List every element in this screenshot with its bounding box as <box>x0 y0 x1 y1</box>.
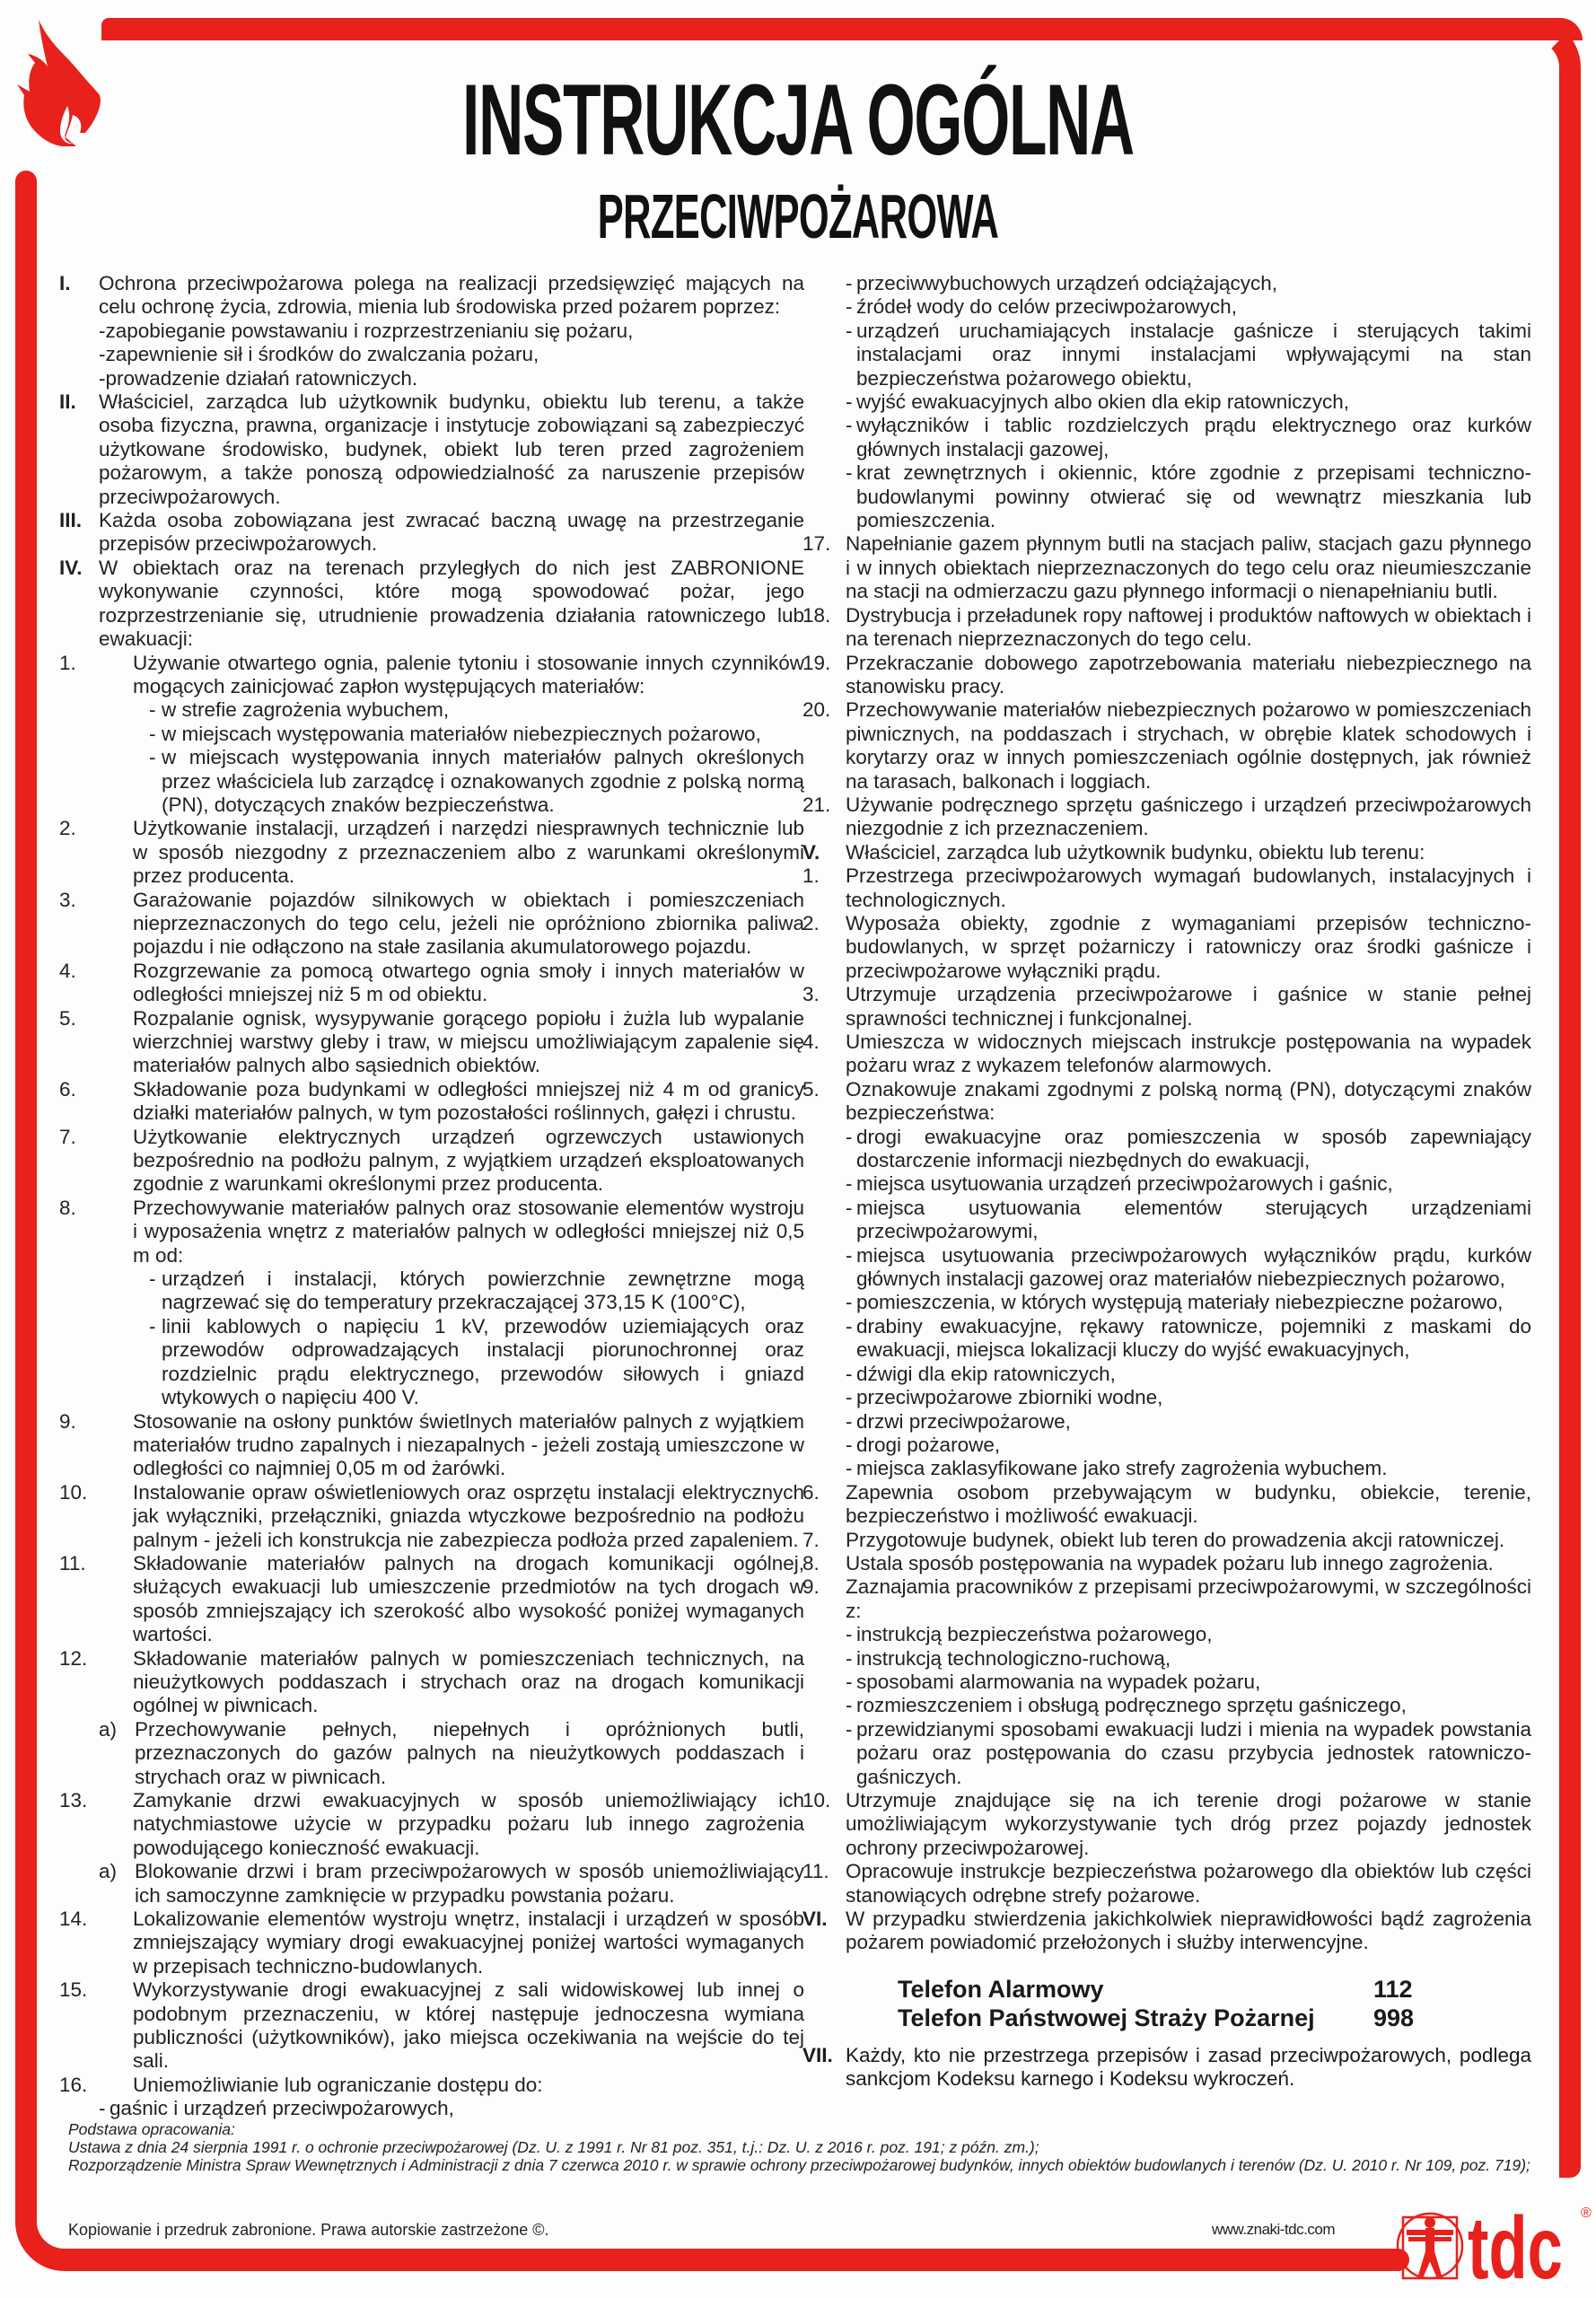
list-item <box>59 817 804 888</box>
item-text: instrukcją technologiczno-ruchową, <box>856 1646 1171 1670</box>
item-text: urządzeń i instalacji, których powierzchnie zewnętrzne mogą nagrzewać się do temperatury przekraczającej 373,15 K (100°C), <box>162 1267 804 1314</box>
item-number: 16. <box>59 2073 88 2096</box>
item-text: Użytkowanie elektrycznych urządzeń ogrzewczych ustawionych bezpośrednio na podłożu palnym, z wyjątkiem urządzeń eksploatowanych zgodnie z warunkami określonymi przez producenta. <box>133 1125 804 1196</box>
item-number: - <box>846 1433 853 1456</box>
item-number: 15. <box>59 1978 88 2002</box>
list-item <box>802 698 1531 794</box>
page-title: INSTRUKCJA OGÓLNA <box>462 64 1134 176</box>
item-number: - <box>846 1409 853 1433</box>
item-text: krat zewnętrznych i okiennic, które zgodnie z przepisami techniczno-budowlanymi powinny otwierać się od wewnątrz mieszkania lub pomieszczenia. <box>856 461 1531 532</box>
list-item <box>59 1789 804 1860</box>
item-text: Garażowanie pojazdów silnikowych w obiektach i pomieszczeniach nieprzeznaczonych do tego celu, jeżeli nie opróżniono zbiornika paliwa pojazdu i nie odłączono na stałe zasilania akumulatorowego pojazdu. <box>133 888 804 959</box>
item-text: Wyposaża obiekty, zgodnie z wymaganiami przepisów techniczno-budowlanych, w sprzęt pożarniczy i ratowniczy oraz środki gaśnicze i przeciwpożarowe wyłączniki prądu. <box>846 911 1531 982</box>
item-number: 1. <box>802 864 820 888</box>
list-item <box>59 1481 804 1552</box>
list-item <box>802 651 1531 699</box>
dash-item <box>806 390 1531 414</box>
item-number: - <box>149 722 156 745</box>
item-text: Stosowanie na osłony punktów świetlnych materiałów palnych z wyjątkiem materiałów trudno zapalnych i niezapalnych - jeżeli zostają umieszczone w odległości co najmniej 0,05 m od żarówki. <box>133 1409 804 1480</box>
item-text: Rozpalanie ognisk, wysypywanie gorącego popiołu i żużla lub wypalanie wierzchniej warstwy gleby i traw, w miejscu umożliwiającym zapalenie się materiałów palnych albo sąsiednich obiektów. <box>133 1006 804 1077</box>
item-text: Właściciel, zarządca lub użytkownik budynku, obiektu lub terenu: <box>846 840 1425 864</box>
emergency-phones <box>898 1975 1436 2032</box>
item-number: - <box>846 1291 853 1314</box>
list-item <box>59 960 804 1007</box>
item-number: - <box>846 1243 853 1267</box>
section <box>802 1908 1531 1955</box>
item-text: Ochrona przeciwpożarowa polega na realizacji przedsięwzięć mających na celu ochronę życia, zdrowia, mienia lub środowiska przed pożarem poprzez: <box>99 272 804 319</box>
item-number: 6. <box>802 1480 820 1504</box>
item-number: 6. <box>59 1077 76 1101</box>
dash-item <box>59 1315 804 1410</box>
item-number: - <box>846 1717 853 1741</box>
svg-text:tdc: tdc <box>1468 2201 1563 2287</box>
dash-item <box>806 1126 1531 1173</box>
item-number: - <box>846 1362 853 1385</box>
dash-item <box>59 1267 804 1315</box>
dash-item <box>806 1197 1531 1244</box>
dash-item <box>806 414 1531 461</box>
item-number: - <box>846 1457 853 1480</box>
item-text: Składowanie materiałów palnych w pomieszczeniach technicznych, na nieużytkowych poddaszach i strychach oraz na drogach komunikacji ogólnej w piwnicach. <box>133 1646 804 1717</box>
item-text: przeciwpożarowe zbiorniki wodne, <box>856 1386 1163 1409</box>
item-text: miejsca usytuowania elementów sterujących urządzeniami przeciwpożarowymi, <box>856 1196 1531 1243</box>
item-number: - <box>846 1694 853 1717</box>
item-number: - <box>846 1196 853 1219</box>
frame-top-bar <box>101 18 1583 40</box>
item-number: 5. <box>59 1006 76 1030</box>
item-text: Umieszcza w widocznych miejscach instrukcje postępowania na wypadek pożaru wraz z wykazem telefonów alarmowych. <box>846 1031 1531 1077</box>
item-text: urządzeń uruchamiających instalacje gaśnicze i sterujących takimi instalacjami oraz innymi instalacjami wpływającymi na stan bezpieczeństwa pożarowego obiektu, <box>856 319 1531 390</box>
list-item <box>802 1480 1531 1529</box>
item-number: a) <box>99 1860 118 1883</box>
phone-label: Telefon Alarmowy <box>898 1976 1104 2003</box>
dash-item <box>806 320 1531 390</box>
item-text: miejsca usytuowania przeciwpożarowych wyłączników prądu, kurków głównych instalacji gazowej oraz materiałów niebezpiecznych pożarowo, <box>856 1243 1531 1291</box>
flame-icon <box>13 16 103 146</box>
item-text: Przechowywanie materiałów niebezpiecznych pożarowo w pomieszczeniach piwnicznych, na poddaszach i strychach, w obrębie klatek schodowych i korytarzy oraz w innych pomieszczeniach ogólnie dostępnych, jak również na tarasach, balkonach i loggiach. <box>846 698 1531 793</box>
list-item <box>59 1552 804 1647</box>
item-number: - <box>149 698 156 722</box>
left-column <box>59 272 804 2121</box>
item-text: Opracowuje instrukcje bezpieczeństwa pożarowego dla obiektów lub części stanowiących odrębne strefy pożarowe. <box>846 1860 1531 1907</box>
item-number: 12. <box>59 1646 88 1670</box>
item-text: Użytkowanie instalacji, urządzeń i narzędzi niesprawnych technicznie lub w sposób niezgodny z przeznaczeniem albo z warunkami określonymi przez producenta. <box>133 817 804 888</box>
item-text: źródeł wody do celów przeciwpożarowych, <box>856 295 1237 319</box>
item-number: 17. <box>802 532 831 556</box>
bullet-line <box>59 320 804 343</box>
list-item <box>59 1908 804 1978</box>
section <box>59 557 804 652</box>
item-number: - <box>846 390 853 414</box>
item-text: Składowanie materiałów palnych na drogach komunikacji ogólnej, służących ewakuacji lub umieszczenie przedmiotów na tych drogach w sposób zmniejszający ich szerokość albo wysokość poniżej wymaganych wartości. <box>133 1551 804 1646</box>
item-number: 10. <box>802 1789 831 1811</box>
item-text: w miejscach występowania materiałów niebezpiecznych pożarowo, <box>162 722 761 745</box>
copyright-notice: Kopiowanie i przedruk zabronione. Prawa autorskie zastrzeżone ©. <box>68 2221 549 2239</box>
item-number: 10. <box>59 1480 88 1504</box>
item-text: Oznakowuje znakami zgodnymi z polską normą (PN), dotyczącymi znaków bezpieczeństwa: <box>846 1077 1531 1125</box>
item-number: - <box>99 2097 106 2120</box>
item-text: W przypadku stwierdzenia jakichkolwiek nieprawidłowości bądź zagrożenia pożarem powiadomić przełożonych i służby interwencyjne. <box>846 1908 1531 1954</box>
item-text: w strefie zagrożenia wybuchem, <box>162 698 450 722</box>
item-text: instrukcją bezpieczeństwa pożarowego, <box>856 1623 1213 1646</box>
list-item <box>59 1078 804 1126</box>
list-item <box>802 1789 1531 1860</box>
item-text: Uniemożliwianie lub ograniczanie dostępu do: <box>133 2073 543 2096</box>
legal-basis <box>68 2120 1540 2174</box>
phone-row-fire-brigade <box>898 2004 1436 2032</box>
item-text: Przechowywanie materiałów palnych oraz stosowanie elementów wystroju i wyposażenia wnętrz z materiałów palnych w odległości mniejszej niż 0,5 m od: <box>133 1196 804 1267</box>
item-text: Utrzymuje urządzenia przeciwpożarowe i gaśnice w stanie pełnej sprawności technicznej i funkcjonalnej. <box>846 983 1531 1030</box>
item-number: V. <box>802 840 820 864</box>
item-text: przeciwwybuchowych urządzeń odciążających, <box>856 272 1277 294</box>
item-text: -zapewnienie sił i środków do zwalczania pożaru, <box>99 343 539 366</box>
item-number: - <box>846 295 853 319</box>
item-number: - <box>846 1623 853 1646</box>
list-item <box>802 1077 1531 1126</box>
item-text: Rozgrzewanie za pomocą otwartego ognia smoły i innych materiałów w odległości mniejszej niż 5 m od obiektu. <box>133 959 804 1006</box>
list-item <box>802 1551 1531 1575</box>
item-number: 9. <box>59 1409 76 1433</box>
item-text: Ustala sposób postępowania na wypadek pożaru lub innego zagrożenia. <box>846 1551 1494 1574</box>
item-number: 1. <box>59 651 76 674</box>
list-item <box>802 983 1531 1031</box>
item-number: - <box>846 272 853 294</box>
item-number: - <box>846 1172 853 1196</box>
right-column <box>802 272 1531 1955</box>
item-number: 20. <box>802 698 831 722</box>
list-item <box>59 1007 804 1078</box>
item-number: 3. <box>59 888 76 911</box>
item-text: wyłączników i tablic rozdzielczych prądu elektrycznego oraz kurków głównych instalacji gazowej, <box>856 414 1531 460</box>
list-item <box>802 1575 1531 1623</box>
frame-left-bar <box>15 171 37 2190</box>
item-number: 11. <box>802 1860 829 1883</box>
phone-number: 112 <box>1373 1976 1413 2003</box>
item-text: Przekraczanie dobowego zapotrzebowania materiału niebezpiecznego na stanowisku pracy. <box>846 651 1531 697</box>
page-subtitle: PRZECIWPOŻAROWA <box>597 181 999 251</box>
dash-item <box>806 1434 1531 1457</box>
item-text: miejsca zaklasyfikowane jako strefy zagrożenia wybuchem. <box>856 1457 1388 1480</box>
list-item <box>802 603 1531 652</box>
item-text: Używanie podręcznego sprzętu gaśniczego i urządzeń przeciwpożarowych niezgodnie z ich przeznaczeniem. <box>846 793 1531 840</box>
item-text: W obiektach oraz na terenach przyległych do nich jest ZABRONIONE wykonywanie czynności, które mogą spowodować pożar, jego rozprzestrzenianie się, utrudnienie prowadzenia działania ratowniczego lub ewakuacji: <box>99 556 804 651</box>
list-item <box>59 1197 804 1267</box>
item-text: Lokalizowanie elementów wystroju wnętrz, instalacji i urządzeń w sposób zmniejszający wymiary drogi ewakuacyjnej poniżej wartości wymaganych w przepisach techniczno-budowlanych. <box>133 1908 804 1978</box>
dash-item <box>59 723 804 746</box>
item-text: Zamykanie drzwi ewakuacyjnych w sposób uniemożliwiający ich natychmiastowe użycie w przypadku pożaru lub innego zagrożenia powodującego konieczność ewakuacji. <box>133 1789 804 1859</box>
item-text: Przygotowuje budynek, obiekt lub teren do prowadzenia akcji ratowniczej. <box>846 1528 1505 1551</box>
item-number: - <box>149 746 156 769</box>
item-text: wyjść ewakuacyjnych albo okien dla ekip ratowniczych, <box>856 390 1350 414</box>
dash-item <box>806 461 1531 532</box>
list-item <box>59 889 804 960</box>
dash-item <box>59 698 804 722</box>
legal-basis-title: Podstawa opracowania: <box>68 2120 235 2138</box>
list-item <box>59 652 804 699</box>
bullet-line <box>59 367 804 390</box>
section <box>59 509 804 557</box>
list-item <box>802 1860 1531 1908</box>
item-number: - <box>846 1386 853 1409</box>
item-number: 2. <box>59 817 76 840</box>
dash-item <box>806 1244 1531 1292</box>
item-number: 11. <box>59 1551 86 1574</box>
dash-item <box>806 1172 1531 1196</box>
bullet-line <box>59 343 804 366</box>
item-text: Utrzymuje znajdujące się na ich terenie drogi pożarowe w stanie umożliwiającym wykorzystywanie tych dróg przez pojazdy jednostek ochrony przeciwpożarowej. <box>846 1789 1531 1859</box>
dash-item <box>806 1363 1531 1386</box>
item-number: - <box>149 1267 156 1291</box>
item-number: 4. <box>802 1031 820 1053</box>
item-text: miejsca usytuowania urządzeń przeciwpożarowych i gaśnic, <box>856 1172 1393 1196</box>
item-number: III. <box>59 509 83 532</box>
dash-item <box>59 2097 804 2120</box>
list-item <box>59 2074 804 2097</box>
item-text: Składowanie poza budynkami w odległości mniejszej niż 4 m od granicy działki materiałów palnych, w tym pozostałości roślinnych, gałęzi i chrustu. <box>133 1077 804 1125</box>
section <box>59 390 804 509</box>
list-item <box>802 532 1531 603</box>
item-text: sposobami alarmowania na wypadek pożaru, <box>856 1670 1261 1693</box>
section-text: Każdy, kto nie przestrzega przepisów i zasad przeciwpożarowych, podlega sankcjom Kodeksu karnego i Kodeksu wykroczeń. <box>846 2044 1531 2091</box>
item-number: - <box>846 1646 853 1670</box>
item-text: Dystrybucja i przeładunek ropy naftowej i produktów naftowych w obiektach i na terenach nieprzeznaczonych do tego celu. <box>846 603 1531 651</box>
legal-basis-line: Ustawa z dnia 24 sierpnia 1991 r. o ochronie przeciwpożarowej (Dz. U. z 1991 r. Nr 81 poz. 351, t.j.: Dz. U. z 2016 r. poz. 191; z późn. zm.); <box>68 2138 1039 2156</box>
dash-item <box>806 1410 1531 1434</box>
item-text: drogi ewakuacyjne oraz pomieszczenia w sposób zapewniający dostarczenie informacji niezbędnych do ewakuacji, <box>856 1125 1531 1172</box>
dash-item <box>806 295 1531 319</box>
svg-text:®: ® <box>1581 2206 1592 2221</box>
item-number: 13. <box>59 1789 88 1811</box>
tdc-logo <box>1396 2201 1593 2287</box>
item-number: 21. <box>802 793 831 816</box>
item-number: 7. <box>59 1125 76 1148</box>
item-text: drogi pożarowe, <box>856 1433 1001 1456</box>
item-number: - <box>846 1125 853 1148</box>
list-item <box>59 1860 804 1908</box>
section <box>802 840 1531 864</box>
list-item <box>802 1031 1531 1078</box>
phone-row-alarm <box>898 1975 1436 2004</box>
item-number: I. <box>59 272 71 294</box>
dash-item <box>806 1647 1531 1671</box>
item-text: -prowadzenie działań ratowniczych. <box>99 366 418 390</box>
item-text: w miejscach występowania innych materiałów palnych określonych przez właściciela lub zarządcę i oznakowanych zgodnie z polską normą (PN), dotyczących znaków bezpieczeństwa. <box>162 746 804 816</box>
dash-item <box>806 1718 1531 1789</box>
item-text: gaśnic i urządzeń przeciwpożarowych, <box>110 2097 454 2120</box>
item-text: Blokowanie drzwi i bram przeciwpożarowych w sposób uniemożliwiający ich samoczynne zamknięcie w przypadku powstania pożaru. <box>135 1860 804 1907</box>
frame-bottom-bar <box>117 2249 1409 2271</box>
dash-item <box>59 746 804 817</box>
item-text: Wykorzystywanie drogi ewakuacyjnej z sali widowiskowej lub innej o podobnym przeznaczeniu, w której następuje jednoczesna wymiana publiczności (użytkowników), jako miejsca oczekiwania na wejście do tej sali. <box>133 1978 804 2073</box>
item-number: 7. <box>802 1528 820 1551</box>
phone-number: 998 <box>1373 2004 1415 2031</box>
dash-item <box>806 1694 1531 1717</box>
list-item <box>59 1647 804 1718</box>
item-number: 3. <box>802 983 820 1006</box>
list-item <box>802 1528 1531 1552</box>
item-number: VI. <box>802 1908 828 1931</box>
item-text: przewidzianymi sposobami ewakuacji ludzi i mienia na wypadek powstania pożaru oraz postępowania do czasu przybycia jednostek ratowniczo-gaśniczych. <box>856 1717 1531 1788</box>
dash-item <box>806 1671 1531 1694</box>
dash-item <box>806 1623 1531 1646</box>
item-text: Właściciel, zarządca lub użytkownik budynku, obiektu lub terenu, a także osoba fizyczna, prawna, organizacje i instytucje zobowiązani są zabezpieczyć użytkowane środowisko, budynek, obiekt lub teren przed zagrożeniem pożarowym, a także ponoszą odpowiedzialność za naruszenie przepisów przeciwpożarowych. <box>99 390 804 508</box>
item-text: Używanie otwartego ognia, palenie tytoniu i stosowanie innych czynników mogących zainicjować zapłon występujących materiałów: <box>133 651 804 697</box>
dash-item <box>806 1386 1531 1409</box>
item-text: -zapobieganie powstawaniu i rozprzestrzenianiu się pożaru, <box>99 319 634 342</box>
item-number: 8. <box>59 1196 76 1219</box>
legal-basis-line: Rozporządzenie Ministra Spraw Wewnętrznych i Administracji z dnia 7 czerwca 2010 r. w sprawie ochrony przeciwpożarowej budynków, innych obiektów budowlanych i terenów (Dz. U. 2010 r. Nr 109, poz. 719); <box>68 2156 1530 2174</box>
item-text: pomieszczenia, w których występują materiały niebezpieczne pożarowo, <box>856 1291 1504 1314</box>
item-text: Napełnianie gazem płynnym butli na stacjach paliw, stacjach gazu płynnego i w innych obiektach nieprzeznaczonych do tego celu oraz nieumieszczanie na stacji na odmierzaczu gazu płynnego informacji o nienapełnianiu butli. <box>846 532 1531 603</box>
list-item <box>59 1718 804 1789</box>
item-number: IV. <box>59 556 83 579</box>
item-number: a) <box>99 1717 118 1741</box>
item-text: rozmieszczeniem i obsługą podręcznego sprzętu gaśniczego, <box>856 1694 1407 1717</box>
list-item <box>802 911 1531 983</box>
dash-item <box>806 1291 1531 1314</box>
item-text: Instalowanie opraw oświetleniowych oraz osprzętu instalacji elektrycznych jak wyłączniki, przełączniki, gniazda wtyczkowe bezpośrednio na podłożu palnym - jeżeli ich konstrukcja nie zabezpiecza podłoża przed zapaleniem. <box>133 1480 804 1551</box>
item-number: II. <box>59 390 76 414</box>
item-number: - <box>846 461 853 485</box>
item-text: linii kablowych o napięciu 1 kV, przewodów uziemiających oraz przewodów odprowadzających instalacji piorunochronnej oraz rozdzielnic prądu elektrycznego, przewodów siłowych i gniazd wtykowych o napięciu 400 V. <box>162 1314 804 1409</box>
item-text: Każda osoba zobowiązana jest zwracać baczną uwagę na przestrzeganie przepisów przeciwpożarowych. <box>99 509 804 556</box>
item-text: drabiny ewakuacyjne, rękawy ratownicze, pojemniki z maskami do ewakuacji, miejsca lokalizacji kluczy do wyjść ewakuacyjnych, <box>856 1314 1531 1362</box>
item-number: 14. <box>59 1908 88 1931</box>
item-text: dźwigi dla ekip ratowniczych, <box>856 1362 1116 1385</box>
list-item <box>59 1410 804 1481</box>
phone-label: Telefon Państwowej Straży Pożarnej <box>898 2004 1315 2031</box>
section <box>59 272 804 320</box>
website-link[interactable]: www.znaki-tdc.com <box>1212 2221 1335 2238</box>
list-item <box>59 1978 804 2074</box>
item-number: 9. <box>802 1575 820 1599</box>
item-number: 4. <box>59 959 76 982</box>
dash-item <box>806 272 1531 295</box>
item-text: Przechowywanie pełnych, niepełnych i opróżnionych butli, przeznaczonych do gazów palnych na nieużytkowych poddaszach i strychach oraz w piwnicach. <box>135 1717 804 1788</box>
item-text: Przestrzega przeciwpożarowych wymagań budowlanych, instalacyjnych i technologicznych. <box>846 864 1531 911</box>
item-text: drzwi przeciwpożarowe, <box>856 1409 1071 1433</box>
item-number: 18. <box>802 603 831 627</box>
item-number: - <box>846 1314 853 1338</box>
list-item <box>802 793 1531 841</box>
item-number: - <box>846 414 853 437</box>
item-number: - <box>846 1670 853 1693</box>
item-text: Zaznajamia pracowników z przepisami przeciwpożarowymi, w szczególności z: <box>846 1575 1531 1622</box>
section-number: VII. <box>802 2044 833 2066</box>
item-number: 19. <box>802 651 831 674</box>
item-number: - <box>846 319 853 342</box>
dash-item <box>806 1315 1531 1363</box>
item-number: 8. <box>802 1551 820 1574</box>
item-number: 2. <box>802 911 820 934</box>
list-item <box>59 1126 804 1197</box>
dash-item <box>806 1457 1531 1480</box>
item-number: 5. <box>802 1077 820 1101</box>
section-vii <box>802 2044 1531 2092</box>
item-number: - <box>149 1314 156 1338</box>
item-text: Zapewnia osobom przebywającym w budynku, obiekcie, terenie, bezpieczeństwo i możliwość ewakuacji. <box>846 1480 1531 1528</box>
list-item <box>802 864 1531 912</box>
